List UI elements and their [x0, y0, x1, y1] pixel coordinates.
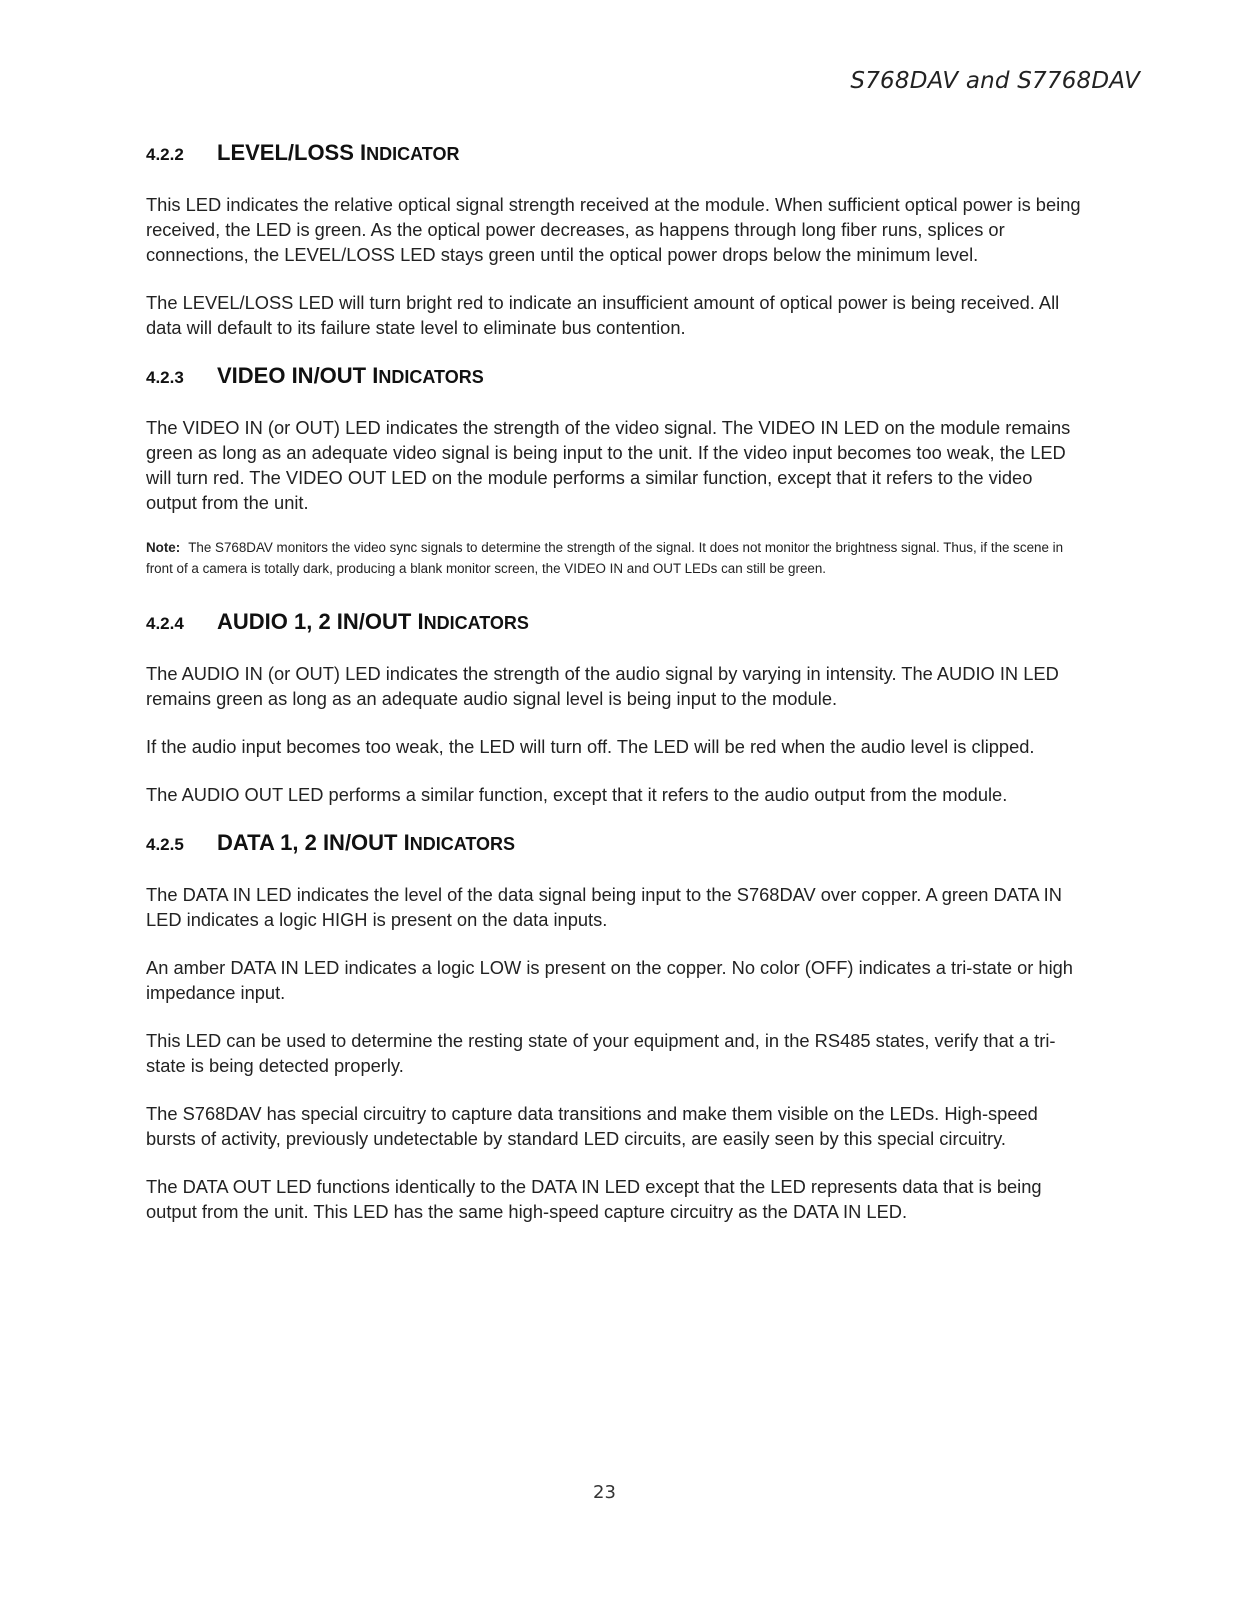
- section-number: 4.2.4: [146, 614, 184, 633]
- paragraph: The LEVEL/LOSS LED will turn bright red to indicate an insufficient amount of optical power is being received. All data will default to its failure state level to eliminate bus contention.: [146, 292, 1060, 338]
- section-title-main: VIDEO IN/OUT I: [217, 363, 379, 388]
- section-number: 4.2.2: [146, 145, 184, 164]
- page-number: 23: [593, 1482, 616, 1503]
- section-heading: [146, 609, 1086, 635]
- paragraph: This LED can be used to determine the resting state of your equipment and, in the RS485 states, verify that a tri-state is being detected properly.: [146, 1030, 1056, 1076]
- paragraph: The DATA IN LED indicates the level of the data signal being input to the S768DAV over copper. A green DATA IN LED indicates a logic HIGH is present on the data inputs.: [146, 884, 1062, 930]
- section-title-smallcaps: NDICATORS: [378, 367, 484, 387]
- note-text: The S768DAV monitors the video sync signals to determine the strength of the signal. It does not monitor the brightness signal. Thus, if the scene in front of a camera is totally dark, producing a blank monitor screen, the VIDEO IN and OUT LEDs can still be green.: [146, 540, 1064, 576]
- section-title: [217, 140, 459, 166]
- paragraph: This LED indicates the relative optical signal strength received at the module. When sufficient optical power is being received, the LED is green. As the optical power decreases, as happens through long fiber runs, splices or connections, the LEVEL/LOSS LED stays green until the optical power drops below the minimum level.: [146, 194, 1081, 265]
- section-title: [217, 830, 515, 856]
- section-video-in-out-indicators: [146, 363, 1086, 579]
- section-title-main: LEVEL/LOSS I: [217, 140, 367, 165]
- section-heading: [146, 363, 1086, 389]
- paragraph: An amber DATA IN LED indicates a logic LOW is present on the copper. No color (OFF) indicates a tri-state or high impedance input.: [146, 957, 1073, 1003]
- section-title-main: DATA 1, 2 IN/OUT I: [217, 830, 410, 855]
- section-number: 4.2.3: [146, 368, 184, 387]
- section-title-smallcaps: NDICATORS: [423, 613, 529, 633]
- note: [146, 538, 1086, 579]
- paragraph: The AUDIO OUT LED performs a similar function, except that it refers to the audio output from the module.: [146, 784, 1008, 805]
- section-heading: [146, 140, 1086, 166]
- document-body: [146, 140, 1086, 1247]
- section-level-loss-indicator: [146, 140, 1086, 340]
- section-data-in-out-indicators: [146, 830, 1086, 1224]
- paragraph: The VIDEO IN (or OUT) LED indicates the strength of the video signal. The VIDEO IN LED on the module remains green as long as an adequate video signal is being input to the unit. If the video input becomes too weak, the LED will turn red. The VIDEO OUT LED on the module performs a similar function, except that it refers to the video output from the unit.: [146, 417, 1071, 513]
- note-label: Note:: [146, 540, 181, 555]
- section-audio-in-out-indicators: [146, 609, 1086, 807]
- section-title-smallcaps: NDICATOR: [366, 144, 460, 164]
- section-title: [217, 363, 484, 389]
- paragraph: The S768DAV has special circuitry to capture data transitions and make them visible on the LEDs. High-speed bursts of activity, previously undetectable by standard LED circuits, are easily seen by this special circuitry.: [146, 1103, 1038, 1149]
- running-header: S768DAV and S7768DAV: [850, 68, 1140, 94]
- paragraph: If the audio input becomes too weak, the LED will turn off. The LED will be red when the audio level is clipped.: [146, 736, 1035, 757]
- section-title-smallcaps: NDICATORS: [409, 834, 516, 854]
- section-title-main: AUDIO 1, 2 IN/OUT I: [217, 609, 424, 634]
- section-title: [217, 609, 529, 635]
- section-number: 4.2.5: [146, 835, 184, 854]
- section-heading: [146, 830, 1086, 856]
- paragraph: The DATA OUT LED functions identically to the DATA IN LED except that the LED represents data that is being output from the unit. This LED has the same high-speed capture circuitry as the DATA IN LED.: [146, 1176, 1042, 1222]
- paragraph: The AUDIO IN (or OUT) LED indicates the strength of the audio signal by varying in intensity. The AUDIO IN LED remains green as long as an adequate audio signal level is being input to the module.: [146, 663, 1059, 709]
